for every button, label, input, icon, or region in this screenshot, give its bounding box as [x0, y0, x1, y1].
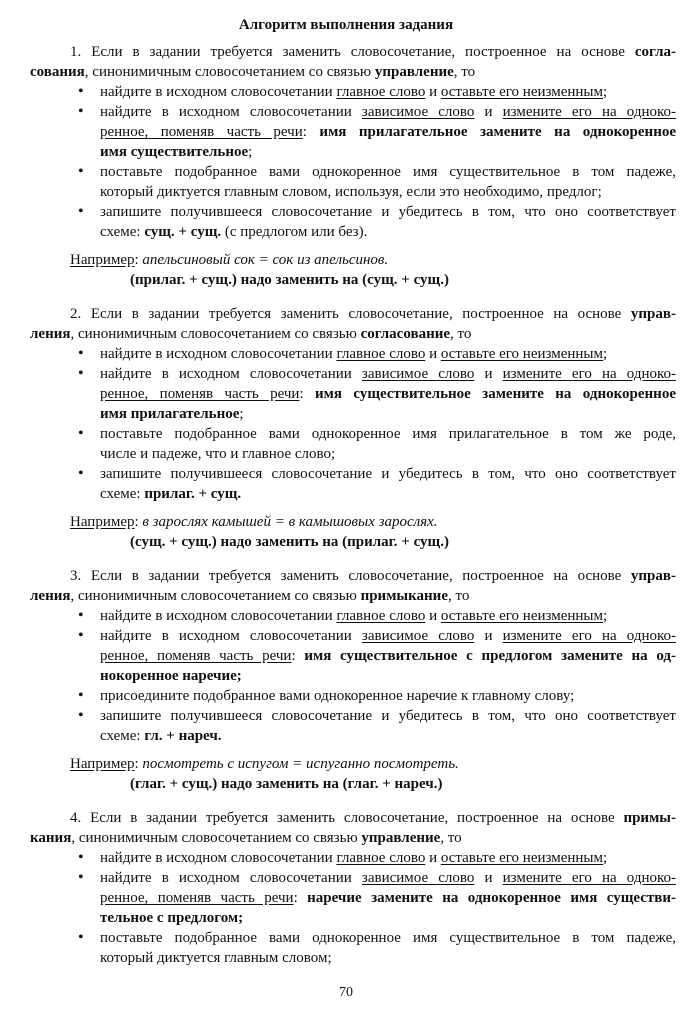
bold-text: тельное с предлогом; [100, 910, 244, 926]
text-segment: , то [440, 830, 462, 846]
text-segment: и [474, 104, 503, 120]
example-scheme-line [30, 270, 676, 290]
bold-text: (глаг. + сущ.) надо заменить на (глаг. + нареч.) [130, 776, 443, 792]
bullet-line [30, 364, 676, 384]
text-segment: присоедините подобранное вами однокоренное наречие к главному слову; [100, 688, 575, 704]
text-segment: поставьте подобранное вами однокоренное имя прилагательное в том же роде, [100, 426, 676, 442]
bold-text: управ- [630, 306, 676, 322]
text-segment: , то [447, 588, 470, 604]
text-segment: ; [239, 406, 244, 422]
bullet-line [30, 928, 676, 948]
text-segment: найдите в исходном словосочетании [100, 346, 337, 362]
bullet-item [30, 868, 676, 928]
bullet-line [30, 82, 676, 102]
section-intro-line [30, 62, 676, 82]
text-segment: и [474, 366, 503, 382]
bullet-item [30, 344, 676, 364]
bullet-line [30, 706, 676, 726]
underlined-text: ренное, поменяв часть речи [100, 124, 303, 140]
bullet-item [30, 606, 676, 626]
example-line [30, 512, 676, 532]
example-line [30, 250, 676, 270]
text-segment: ; [248, 144, 253, 160]
text-segment: схеме: [100, 728, 145, 744]
bullet-line [30, 686, 676, 706]
bullet-line [30, 666, 676, 686]
text-segment: , синонимичным словосочетанием со связью [70, 588, 361, 604]
text-segment: поставьте подобранное вами однокоренное имя существительное в том падеже, [100, 930, 676, 946]
bullet-item [30, 424, 676, 464]
section-intro-line [30, 324, 676, 344]
bullet-line [30, 384, 676, 404]
underlined-text: зависимое слово [361, 628, 475, 644]
bullet-item [30, 464, 676, 504]
underlined-text: главное слово [336, 84, 426, 100]
bullet-item [30, 706, 676, 746]
bold-text: согла- [634, 44, 676, 60]
text-segment: , синонимичным словосочетанием со связью [84, 64, 375, 80]
section-intro-line [30, 566, 676, 586]
text-segment: найдите в исходном словосочетании [100, 870, 362, 886]
text-segment: , то [450, 326, 472, 342]
bold-text: (прилаг. + сущ.) надо заменить на (сущ. + сущ.) [130, 272, 449, 288]
underlined-text: Например [70, 756, 135, 772]
text-segment: 4. Если в задании требуется заменить словосочетание, построенное на основе [70, 810, 624, 826]
text-segment: ; [603, 850, 608, 866]
text-segment: : [134, 252, 143, 268]
text-segment: найдите в исходном словосочетании [100, 628, 362, 644]
bullet-line [30, 202, 676, 222]
underlined-text: оставьте его неизменным [440, 346, 603, 362]
bullet-line [30, 344, 676, 364]
bold-text: примы- [623, 810, 676, 826]
bold-text: прилаг. + сущ. [144, 486, 242, 502]
bullet-line [30, 122, 676, 142]
text-segment: запишите получившееся словосочетание и убедитесь в том, что оно соответствует [100, 708, 676, 724]
bullet-line [30, 484, 676, 504]
example-line [30, 754, 676, 774]
underlined-text: измените его на одноко- [502, 628, 676, 644]
bullet-line [30, 444, 676, 464]
algorithm-section-1 [30, 42, 676, 290]
text-segment: и [425, 850, 441, 866]
text-segment: : [134, 756, 143, 772]
underlined-text: главное слово [336, 608, 426, 624]
underlined-text: зависимое слово [361, 870, 475, 886]
bullet-line [30, 464, 676, 484]
page-number: 70 [339, 985, 353, 1000]
bold-text: управление [361, 830, 441, 846]
bullet-line [30, 848, 676, 868]
text-segment: : [299, 386, 316, 402]
bold-text: кания [30, 830, 72, 846]
text-segment: и [425, 346, 441, 362]
text-segment: ; [603, 84, 608, 100]
bold-text: имя прилагательное замените на однокоренное [319, 124, 676, 140]
underlined-text: зависимое слово [361, 104, 475, 120]
bold-text: ления [30, 588, 71, 604]
text-segment: запишите получившееся словосочетание и убедитесь в том, что оно соответствует [100, 204, 676, 220]
underlined-text: измените его на одноко- [502, 104, 676, 120]
italic-text: посмотреть с испугом = испуганно посмотреть. [142, 756, 459, 772]
bullet-line [30, 888, 676, 908]
underlined-text: главное слово [336, 346, 426, 362]
underlined-text: главное слово [336, 850, 426, 866]
text-segment: схеме: [100, 224, 145, 240]
bold-text: имя существительное с предлогом замените на од- [304, 648, 676, 664]
text-segment: и [425, 608, 441, 624]
underlined-text: ренное, поменяв часть речи [100, 890, 294, 906]
section-intro-line [30, 42, 676, 62]
bold-text: нокоренное наречие; [100, 668, 242, 684]
section-intro-line [30, 828, 676, 848]
text-segment: поставьте подобранное вами однокоренное имя существительное в том падеже, [100, 164, 676, 180]
text-segment: , то [453, 64, 476, 80]
text-segment: найдите в исходном словосочетании [100, 104, 362, 120]
bullet-item [30, 686, 676, 706]
italic-text: в зарослях камышей = в камышовых зарослях. [142, 514, 438, 530]
bullet-line [30, 404, 676, 424]
example-scheme-line [30, 532, 676, 552]
text-segment: : [291, 648, 305, 664]
bold-text: ления [30, 326, 71, 342]
bullet-line [30, 646, 676, 666]
text-segment: , синонимичным словосочетанием со связью [70, 326, 361, 342]
bullet-item [30, 626, 676, 686]
bullet-line [30, 142, 676, 162]
bold-text: имя существительное замените на однокоренное [315, 386, 676, 402]
bullet-line [30, 908, 676, 928]
underlined-text: ренное, поменяв часть речи [100, 648, 292, 664]
bullet-item [30, 202, 676, 242]
bold-text: гл. + нареч. [144, 728, 222, 744]
text-segment: числе и падеже, что и главное слово; [100, 446, 336, 462]
bullet-line [30, 626, 676, 646]
text-segment: , синонимичным словосочетанием со связью [71, 830, 362, 846]
underlined-text: оставьте его неизменным [440, 84, 603, 100]
text-segment: 1. Если в задании требуется заменить словосочетание, построенное на основе [70, 44, 635, 60]
underlined-text: Например [70, 252, 135, 268]
bullet-line [30, 162, 676, 182]
text-segment: : [293, 890, 308, 906]
text-segment: который диктуется главным словом; [100, 950, 332, 966]
italic-text: апельсиновый сок = сок из апельсинов. [142, 252, 389, 268]
text-segment: (с предлогом или без). [221, 224, 368, 240]
text-segment: 3. Если в задании требуется заменить словосочетание, построенное на основе [70, 568, 631, 584]
text-segment: найдите в исходном словосочетании [100, 608, 337, 624]
underlined-text: оставьте его неизменным [440, 850, 603, 866]
bullet-item [30, 928, 676, 968]
bullet-line [30, 222, 676, 242]
section-intro-line [30, 808, 676, 828]
bullet-item [30, 848, 676, 868]
document-body [30, 42, 676, 982]
bullet-line [30, 726, 676, 746]
underlined-text: оставьте его неизменным [440, 608, 603, 624]
text-segment: и [474, 628, 503, 644]
bold-text: имя существительное [100, 144, 249, 160]
text-segment: найдите в исходном словосочетании [100, 850, 337, 866]
algorithm-section-2 [30, 304, 676, 552]
text-segment: : [134, 514, 143, 530]
text-segment: найдите в исходном словосочетании [100, 84, 337, 100]
bold-text: примыкание [360, 588, 448, 604]
bold-text: управ- [630, 568, 676, 584]
bullet-item [30, 82, 676, 102]
text-segment: ; [603, 346, 608, 362]
bullet-item [30, 162, 676, 202]
bold-text: управление [374, 64, 454, 80]
bold-text: (сущ. + сущ.) надо заменить на (прилаг. + сущ.) [130, 534, 449, 550]
text-segment: найдите в исходном словосочетании [100, 366, 362, 382]
underlined-text: измените его на одноко- [502, 870, 676, 886]
bold-text: согласование [360, 326, 451, 342]
algorithm-section-3 [30, 566, 676, 794]
bullet-line [30, 948, 676, 968]
bullet-line [30, 182, 676, 202]
bullet-item [30, 364, 676, 424]
bullet-line [30, 868, 676, 888]
underlined-text: зависимое слово [361, 366, 475, 382]
bullet-line [30, 606, 676, 626]
bullet-item [30, 102, 676, 162]
example-scheme-line [30, 774, 676, 794]
underlined-text: измените его на одноко- [502, 366, 676, 382]
text-segment: 2. Если в задании требуется заменить словосочетание, построенное на основе [70, 306, 631, 322]
bold-text: наречие замените на однокоренное имя существи- [307, 890, 676, 906]
bold-text: сования [30, 64, 85, 80]
page-title: Алгоритм выполнения задания [238, 17, 454, 33]
underlined-text: ренное, поменяв часть речи [100, 386, 300, 402]
algorithm-section-4 [30, 808, 676, 968]
bullet-line [30, 424, 676, 444]
underlined-text: Например [70, 514, 135, 530]
section-intro-line [30, 586, 676, 606]
text-segment: и [425, 84, 441, 100]
text-segment: который диктуется главным словом, используя, если это необходимо, предлог; [100, 184, 602, 200]
text-segment: ; [603, 608, 608, 624]
section-intro-line [30, 304, 676, 324]
text-segment: схеме: [100, 486, 145, 502]
text-segment: : [302, 124, 320, 140]
text-segment: запишите получившееся словосочетание и убедитесь в том, что оно соответствует [100, 466, 676, 482]
text-segment: и [474, 870, 503, 886]
bold-text: имя прилагательное [100, 406, 240, 422]
bullet-line [30, 102, 676, 122]
bold-text: сущ. + сущ. [144, 224, 222, 240]
